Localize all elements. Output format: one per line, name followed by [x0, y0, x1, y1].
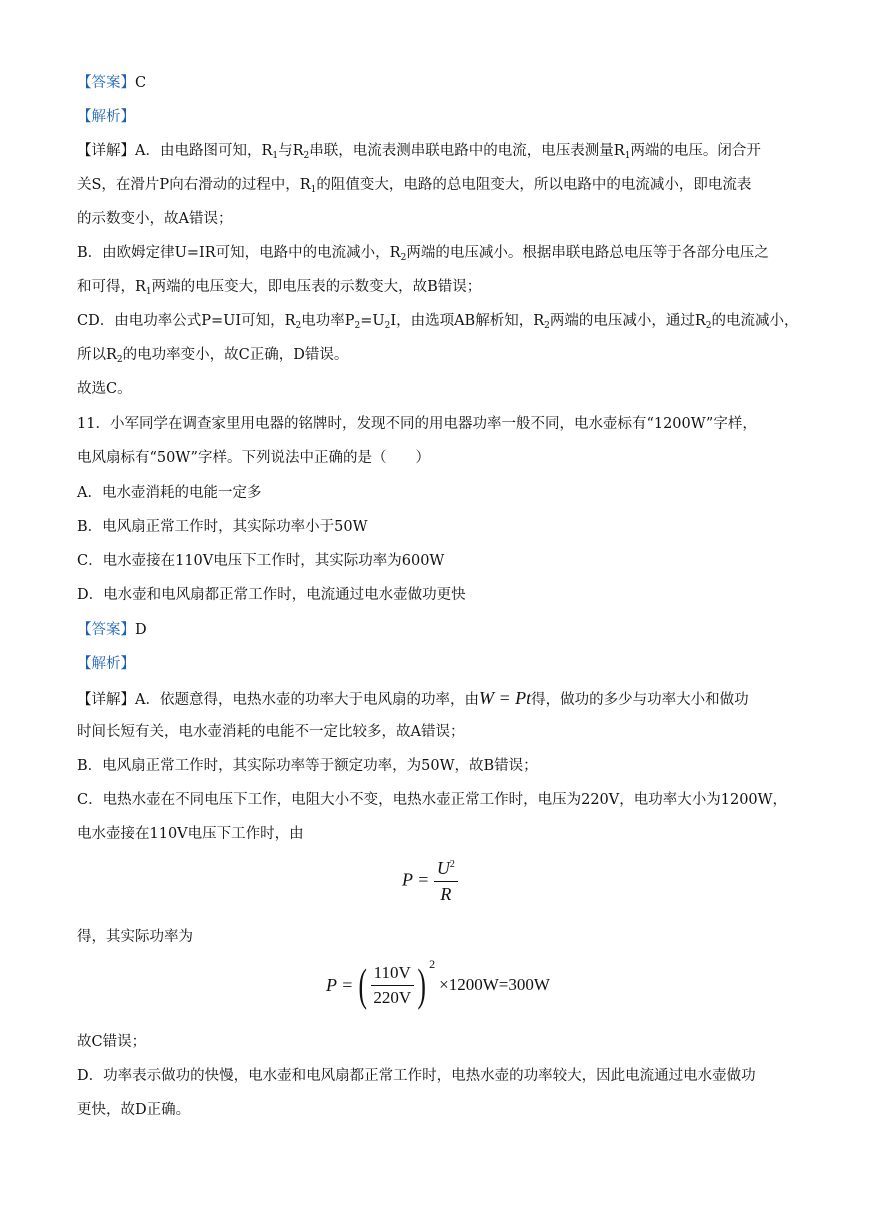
q11-analysis-tag: [77, 654, 792, 674]
q11-detail-c-line-1: [77, 790, 792, 810]
q10-analysis-tag: [77, 107, 792, 127]
fraction-numerator: 110V: [371, 963, 414, 986]
text: 两端的电压减小，通过R: [549, 313, 706, 329]
q11-detail-c-line-2: [77, 824, 792, 844]
q10-detail-a-line-2: [77, 175, 792, 195]
q11-detail-b: [77, 756, 792, 776]
right-paren: ): [417, 959, 426, 1010]
subscript: 2: [384, 321, 391, 331]
text: 与R: [278, 143, 304, 159]
subscript: 2: [303, 151, 310, 161]
fraction-numerator: [434, 858, 458, 882]
text: C．电热水壶在不同电压下工作，电阻大小不变，电热水壶正常工作时，电压为220V，电功率大小为1200W，: [77, 792, 788, 808]
formula-lhs: P =: [402, 869, 430, 890]
q10-detail-b-line-1: [77, 243, 792, 263]
formula-rhs: ×1200W=300W: [439, 975, 550, 994]
subscript: 1: [145, 287, 152, 297]
q10-detail-cd-line-1: [77, 311, 799, 331]
q11-stem-line-2: [77, 448, 792, 468]
text: 时间长短有关，电水壶消耗的电能不一定比较多，故A错误；: [77, 724, 465, 740]
text: A．依题意得，电热水壶的功率大于电风扇的功率，由: [135, 692, 479, 708]
text: C．电水壶接在110V电压下工作时，其实际功率为600W: [77, 553, 445, 569]
answer-value: C: [135, 75, 147, 91]
text: 得，做功的多少与功率大小和做功: [531, 692, 749, 708]
text: 的示数变小，故A错误；: [77, 211, 233, 227]
left-paren: (: [358, 959, 368, 1010]
answer-tag: 【答案】: [77, 622, 135, 638]
text: 电水壶接在110V电压下工作时，由: [77, 826, 304, 842]
text: 的电功率变小，故C正确，D错误。: [122, 347, 349, 363]
q11-option-a: [77, 483, 792, 503]
power-formula: [402, 858, 458, 905]
fraction: [434, 858, 458, 905]
subscript: 1: [272, 151, 279, 161]
q11-detail-d-line-1: [77, 1066, 792, 1086]
text: 和可得，R: [77, 279, 146, 295]
text: 得，其实际功率为: [77, 929, 193, 945]
q11-detail-d-line-2: [77, 1100, 792, 1120]
q11-option-c: [77, 551, 792, 571]
text: 电功率P: [301, 313, 355, 329]
text: 两端的电压变大，即电压表的示数变大，故B错误；: [151, 279, 482, 295]
subscript: 2: [354, 321, 361, 331]
q11-answer-line: [77, 620, 792, 640]
q11-detail-a-line-1: [77, 688, 792, 710]
text: U: [436, 858, 450, 878]
analysis-tag: 【解析】: [77, 109, 135, 125]
detail-tag: 【详解】: [77, 692, 135, 708]
q11-detail-c-line-3: [77, 927, 792, 947]
text: A．电水壶消耗的电能一定多: [77, 485, 262, 501]
q10-detail-b-line-2: [77, 277, 792, 297]
subscript: 1: [310, 185, 317, 195]
subscript: 2: [116, 355, 123, 365]
text: 两端的电压。闭合开: [630, 143, 761, 159]
text: 11．小军同学在调查家里用电器的铭牌时，发现不同的用电器功率一般不同，电水壶标有“1200W”字样，: [77, 416, 757, 432]
q10-conclusion: [77, 379, 792, 399]
text: B．由欧姆定律U=IR可知，电路中的电流减小，R: [77, 245, 401, 261]
superscript: 2: [449, 859, 455, 870]
subscript: 2: [400, 253, 407, 263]
text: 的电流减小，: [711, 313, 799, 329]
answer-value: D: [135, 622, 147, 638]
analysis-tag: 【解析】: [77, 656, 135, 672]
text: 关S，在滑片P向右滑动的过程中，R: [77, 177, 311, 193]
text: 串联，电流表测串联电路中的电流，电压表测量R: [309, 143, 625, 159]
actual-power-formula: P = ( $\frac{110V}{220V}$ ) 2 ×1200W=300W: [326, 957, 550, 1010]
text: CD．由电功率公式P=UI可知，R: [77, 313, 296, 329]
text: 故选C。: [77, 381, 132, 397]
text: D．电水壶和电风扇都正常工作时，电流通过电水壶做功更快: [77, 587, 466, 603]
detail-tag: 【详解】: [77, 143, 135, 159]
fraction-denominator: R: [440, 884, 452, 904]
text: B．电风扇正常工作时，其实际功率小于50W: [77, 519, 368, 535]
inline-formula: W = Pt: [478, 688, 532, 708]
q11-detail-a-line-2: [77, 722, 792, 742]
subscript: 2: [705, 321, 712, 331]
text: D．功率表示做功的快慢，电水壶和电风扇都正常工作时，电热水壶的功率较大，因此电流通过电水壶做功: [77, 1068, 756, 1084]
text: 所以R: [77, 347, 117, 363]
text: 电风扇标有“50W”字样。下列说法中正确的是（ ）: [77, 450, 430, 466]
q11-option-b: [77, 517, 792, 537]
q10-detail-cd-line-2: [77, 345, 792, 365]
text: =U: [360, 313, 385, 329]
q11-detail-c-line-4: [77, 1032, 792, 1052]
subscript: 2: [544, 321, 550, 331]
text: 两端的电压减小。根据串联电路总电压等于各部分电压之: [406, 245, 769, 261]
subscript: 2: [295, 321, 302, 331]
q10-answer-line: [77, 73, 792, 93]
subscript: 1: [624, 151, 631, 161]
q10-detail-a-line-1: [77, 141, 792, 161]
text: 的阻值变大，电路的总电阻变大，所以电路中的电流减小，即电流表: [316, 177, 752, 193]
text: 更快，故D正确。: [77, 1102, 191, 1118]
text: 故C错误；: [77, 1034, 147, 1050]
q10-detail-a-line-3: [77, 209, 792, 229]
text: A．由电路图可知，R: [135, 143, 273, 159]
formula-lhs: P =: [326, 974, 354, 995]
fraction: [371, 963, 414, 1008]
q11-option-d: [77, 585, 792, 605]
answer-tag: 【答案】: [77, 75, 135, 91]
fraction-denominator: 220V: [373, 987, 412, 1007]
text: I，由选项AB解析知，R: [390, 313, 545, 329]
text: B．电风扇正常工作时，其实际功率等于额定功率，为50W，故B错误；: [77, 758, 538, 774]
q11-stem-line-1: [77, 414, 792, 434]
